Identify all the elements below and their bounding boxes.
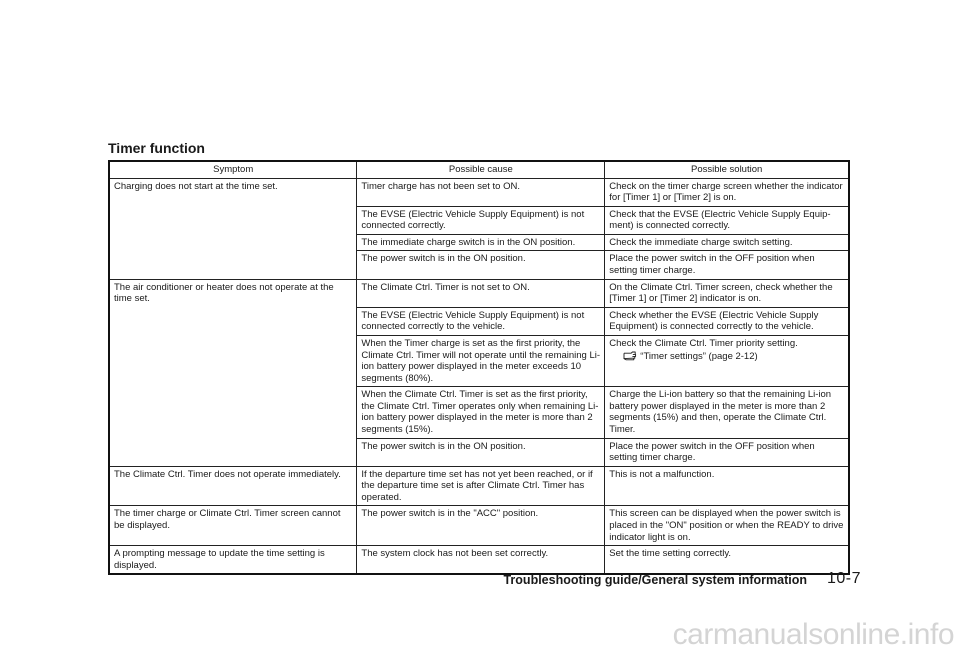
cause-cell: The EVSE (Electric Vehicle Supply Equipment) is not connected correctly to the vehicle. [357, 307, 605, 335]
symptom-cell: Charging does not start at the time set. [109, 178, 357, 279]
page-reference[interactable] [609, 350, 844, 363]
table-header-row [109, 161, 849, 178]
page-number: 10-7 [827, 570, 862, 587]
solution-cell [605, 335, 849, 386]
table-row [109, 506, 849, 546]
solution-cell: Charge the Li-ion battery so that the remaining Li-ion battery power displayed in the meter is more than 2 segments (15%) and then, operate the Climate Ctrl. Timer. [605, 387, 849, 438]
cause-cell: When the Timer charge is set as the first priority, the Climate Ctrl. Timer will not operate until the remaining Li-ion battery power displayed in the meter exceeds 10 segments (80%). [357, 335, 605, 386]
solution-cell: Check whether the EVSE (Electric Vehicle Supply Equipment) is connected correctly to the vehicle. [605, 307, 849, 335]
solution-cell: Place the power switch in the OFF position when setting timer charge. [605, 438, 849, 466]
symptom-cell: The timer charge or Climate Ctrl. Timer screen cannot be displayed. [109, 506, 357, 546]
cause-cell: The power switch is in the ON position. [357, 438, 605, 466]
cause-cell: The power switch is in the ON position. [357, 251, 605, 279]
table-row [109, 466, 849, 506]
cause-cell: The Climate Ctrl. Timer is not set to ON. [357, 279, 605, 307]
solution-cell: Check the immediate charge switch setting. [605, 234, 849, 251]
cause-cell: The power switch is in the "ACC" position. [357, 506, 605, 546]
solution-cell: Place the power switch in the OFF position when setting timer charge. [605, 251, 849, 279]
cause-cell: When the Climate Ctrl. Timer is set as the first priority, the Climate Ctrl. Timer operates only when remaining Li-ion battery power displayed in the meter is more than 2 segments (15%). [357, 387, 605, 438]
solution-cell: This screen can be displayed when the power switch is placed in the "ON" position or when the READY to drive indicator light is on. [605, 506, 849, 546]
table-row [109, 178, 849, 206]
page-reference-text: “Timer settings” (page 2-12) [640, 350, 758, 362]
symptom-cell: The air conditioner or heater does not operate at the time set. [109, 279, 357, 466]
table-row [109, 279, 849, 307]
table-row [109, 546, 849, 575]
symptom-cell: A prompting message to update the time setting is displayed. [109, 546, 357, 575]
solution-cell: On the Climate Ctrl. Timer screen, check whether the [Timer 1] or [Timer 2] indicator is on. [605, 279, 849, 307]
solution-cell: Check that the EVSE (Electric Vehicle Supply Equip-ment) is connected correctly. [605, 206, 849, 234]
column-header-symptom: Symptom [109, 161, 357, 178]
symptom-cell: The Climate Ctrl. Timer does not operate immediately. [109, 466, 357, 506]
timer-function-table [108, 160, 850, 575]
cause-cell: The immediate charge switch is in the ON position. [357, 234, 605, 251]
cause-cell: Timer charge has not been set to ON. [357, 178, 605, 206]
cause-cell: If the departure time set has not yet been reached, or if the departure time set is after Climate Ctrl. Timer has operated. [357, 466, 605, 506]
solution-cell: Check on the timer charge screen whether the indicator for [Timer 1] or [Timer 2] is on. [605, 178, 849, 206]
watermark: carmanualsonline.info [672, 618, 954, 651]
footer-section-title: Troubleshooting guide/General system information [503, 573, 807, 587]
solution-cell: This is not a malfunction. [605, 466, 849, 506]
section-title: Timer function [108, 140, 205, 156]
pointing-hand-icon [623, 350, 637, 361]
cause-cell: The system clock has not been set correctly. [357, 546, 605, 575]
column-header-solution: Possible solution [605, 161, 849, 178]
cause-cell: The EVSE (Electric Vehicle Supply Equipment) is not connected correctly. [357, 206, 605, 234]
solution-text: Check the Climate Ctrl. Timer priority setting. [609, 337, 798, 349]
column-header-cause: Possible cause [357, 161, 605, 178]
solution-cell: Set the time setting correctly. [605, 546, 849, 575]
